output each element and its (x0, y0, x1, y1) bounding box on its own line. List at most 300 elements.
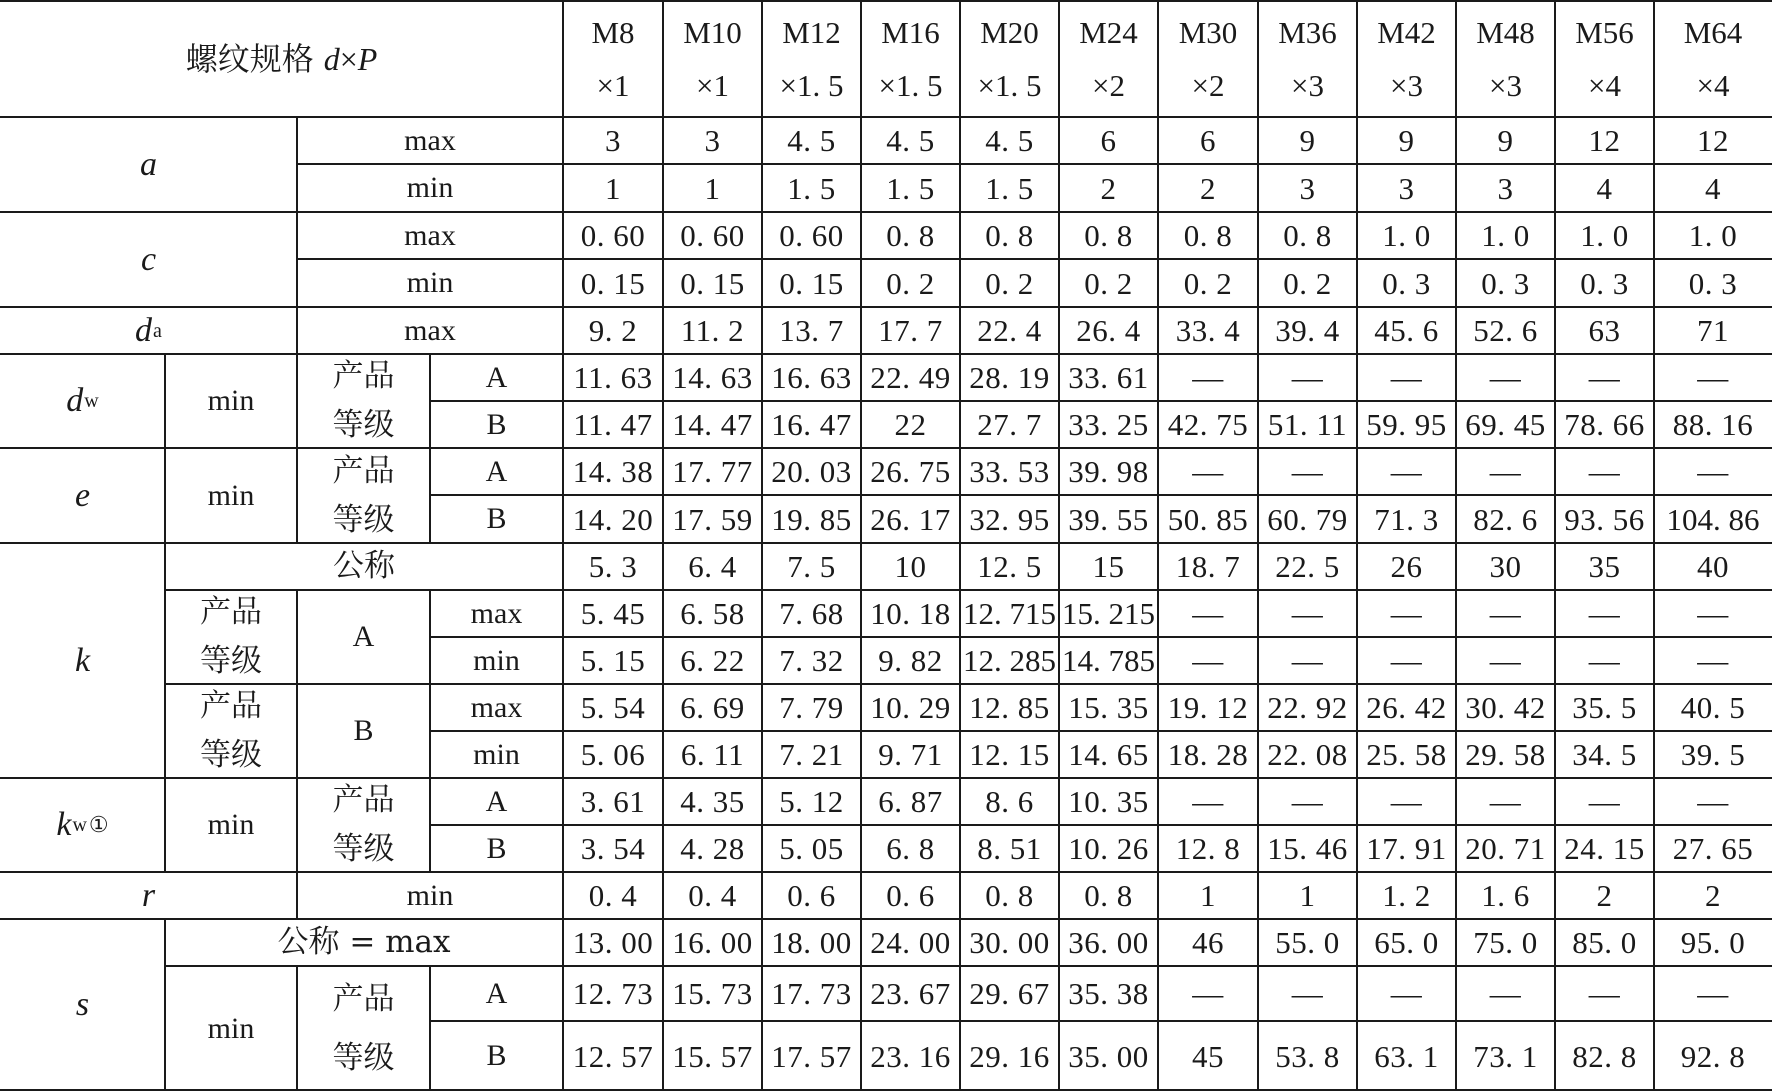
header-column (1059, 0, 1158, 117)
table-cell: 3. 54 (580, 831, 646, 866)
table-cell: 93. 56 (1564, 501, 1645, 537)
table-cell: 3 (605, 123, 621, 158)
table-cell: 0. 15 (580, 265, 646, 301)
table-cell: 46 (1192, 925, 1224, 960)
table-cell: 4. 28 (680, 831, 745, 866)
header-spec: M8 (591, 14, 635, 50)
header-spec: M20 (980, 14, 1039, 50)
header-pitch: ×3 (1291, 67, 1324, 103)
table-cell: 2 (1200, 170, 1216, 206)
table-cell: 7. 5 (787, 549, 836, 584)
table-cell: 92. 8 (1680, 1038, 1746, 1074)
header-spec: M24 (1079, 14, 1138, 50)
label-e-grade: 产品 等级 (332, 452, 395, 538)
table-cell: 14. 785 (1062, 643, 1155, 678)
table-cell: 30. 00 (969, 925, 1050, 960)
table-cell: — (1192, 454, 1224, 489)
label-dw-B: B (486, 407, 507, 441)
table-cell: — (1489, 454, 1522, 489)
table-cell: 39. 5 (1680, 737, 1746, 772)
table-cell: 0. 15 (779, 265, 844, 301)
table-cell: 78. 66 (1564, 407, 1645, 442)
header-spec: M10 (683, 14, 742, 50)
table-cell: 0. 8 (886, 218, 935, 253)
table-cell: 17. 7 (878, 313, 943, 348)
table-cell: 42. 75 (1167, 407, 1249, 442)
label-kw-min: min (207, 808, 255, 841)
table-cell: 1. 2 (1382, 878, 1431, 913)
table-cell: 4. 5 (886, 123, 935, 158)
table-cell: 5. 54 (580, 690, 646, 725)
label-dw-grade: 产品 等级 (332, 358, 395, 443)
table-cell: 63. 1 (1374, 1038, 1439, 1074)
table-cell: 24. 15 (1564, 831, 1645, 866)
label-c-max: max (404, 218, 456, 252)
header-title-times: × (339, 40, 358, 77)
table-cell: 0. 4 (688, 878, 737, 913)
table-cell: — (1489, 643, 1522, 678)
table-cell: 27. 65 (1672, 831, 1754, 866)
table-cell: 33. 4 (1175, 313, 1241, 348)
table-cell: 1 (1200, 878, 1216, 913)
label-k-A-max: max (470, 596, 523, 630)
table-cell: 1. 0 (1688, 218, 1738, 253)
table-cell: 7. 68 (779, 596, 844, 631)
label-k-grade-b: 产品 等级 (200, 688, 262, 773)
header-pitch: ×3 (1390, 67, 1423, 103)
table-cell: 52. 6 (1473, 313, 1538, 348)
label-a-max: max (404, 123, 456, 157)
table-cell: 40. 5 (1680, 690, 1746, 725)
table-cell: — (1390, 976, 1423, 1011)
table-cell: 3 (1299, 170, 1316, 206)
table-cell: 0. 2 (1084, 265, 1133, 301)
table-cell: 19. 12 (1167, 690, 1249, 725)
table-cell: 85. 0 (1572, 925, 1637, 960)
table-cell: 4. 35 (680, 784, 745, 819)
table-cell: 8. 6 (985, 784, 1034, 819)
label-s-nominal-max: 公称 = max (277, 924, 451, 960)
header-title-d: d (323, 40, 340, 77)
table-cell: 34. 5 (1572, 737, 1637, 772)
table-cell: 1. 0 (1481, 218, 1530, 253)
header-pitch: ×4 (1696, 67, 1730, 103)
table-cell: — (1390, 784, 1423, 819)
table-cell: 19. 85 (771, 501, 852, 537)
header-spec: M12 (782, 14, 841, 50)
header-column (762, 0, 861, 117)
table-cell: — (1192, 596, 1224, 631)
table-cell: 2 (1596, 878, 1613, 913)
table-cell: 26. 4 (1076, 313, 1141, 348)
table-cell: 12. 85 (969, 690, 1050, 725)
table-cell: 3. 61 (580, 784, 646, 819)
table-cell: 7. 21 (779, 737, 844, 772)
header-column (960, 0, 1059, 117)
label-dw-A: A (485, 360, 508, 394)
label-kw-symbol: k w ① (56, 806, 109, 843)
label-k-B-max: max (470, 690, 523, 724)
label-k-B: B (353, 714, 374, 747)
table-cell: 22. 49 (870, 360, 951, 395)
table-cell: 0. 3 (1382, 265, 1431, 301)
table-cell: — (1192, 360, 1224, 395)
header-spec: M48 (1476, 14, 1535, 50)
header-spec: M36 (1278, 14, 1337, 50)
table-cell: 9 (1497, 123, 1514, 158)
table-cell: 12. 285 (963, 643, 1056, 678)
table-cell: 33. 25 (1068, 407, 1149, 442)
table-cell: 26. 75 (870, 454, 951, 489)
table-cell: 33. 61 (1068, 360, 1149, 395)
table-cell: — (1697, 360, 1729, 395)
table-cell: — (1192, 784, 1224, 819)
header-spec: M30 (1178, 14, 1238, 50)
table-cell: 4 (1705, 170, 1721, 206)
table-cell: 59. 95 (1366, 407, 1447, 442)
table-cell: — (1697, 596, 1729, 631)
label-s-A: A (485, 976, 508, 1010)
table-cell: 28. 19 (969, 360, 1050, 395)
table-cell: — (1390, 454, 1423, 489)
table-cell: 14. 47 (672, 407, 753, 442)
table-cell: 0. 60 (779, 218, 844, 253)
table-cell: 39. 98 (1068, 454, 1149, 489)
header-column (663, 0, 762, 117)
table-cell: 71. 3 (1374, 501, 1439, 537)
table-cell: 5. 05 (779, 831, 844, 866)
table-cell: 30. 42 (1465, 690, 1546, 725)
table-cell: 0. 2 (886, 265, 935, 301)
table-cell: 4. 5 (787, 123, 836, 158)
header-pitch: ×1. 5 (977, 67, 1042, 103)
table-cell: — (1390, 596, 1423, 631)
table-cell: 29. 58 (1465, 737, 1546, 772)
label-da-max: max (404, 313, 456, 347)
table-cell: 0. 6 (787, 878, 836, 913)
table-cell: — (1390, 360, 1423, 395)
header-column (1456, 0, 1555, 117)
table-cell: 26. 17 (870, 501, 951, 537)
table-cell: 6. 4 (688, 549, 737, 584)
table-cell: 6 (1100, 123, 1117, 158)
table-cell: 1 (1299, 878, 1316, 913)
header-pitch: ×2 (1092, 67, 1125, 103)
label-k-grade-a: 产品 等级 (200, 594, 262, 679)
table-cell: 18. 7 (1175, 549, 1241, 584)
table-cell: 0. 60 (580, 218, 646, 253)
header-title-p: P (357, 40, 378, 77)
table-cell: 0. 3 (1481, 265, 1530, 301)
table-cell: — (1291, 643, 1324, 678)
table-cell: 5. 15 (580, 643, 646, 678)
table-cell: 12. 8 (1175, 831, 1241, 866)
table-cell: 15. 73 (672, 976, 753, 1011)
label-k-nominal: 公称 (333, 548, 395, 584)
label-e-symbol: e (74, 476, 91, 514)
table-cell: — (1588, 596, 1621, 631)
table-cell: 0. 2 (1283, 265, 1332, 301)
label-s-grade: 产品 等级 (332, 980, 395, 1076)
header-column (861, 0, 960, 117)
table-cell: 6 (1200, 123, 1216, 158)
table-cell: 16. 63 (771, 360, 852, 395)
table-cell: 1. 0 (1382, 218, 1431, 253)
header-pitch: ×4 (1588, 67, 1621, 103)
table-cell: — (1588, 976, 1621, 1011)
table-cell: 0. 4 (588, 878, 638, 913)
header-pitch: ×1 (596, 67, 630, 103)
table-cell: 65. 0 (1374, 925, 1439, 960)
table-cell: 9 (1299, 123, 1316, 158)
label-c-min: min (406, 266, 454, 299)
header-pitch: ×1. 5 (878, 67, 943, 103)
table-cell: 39. 4 (1275, 313, 1340, 348)
table-cell: 30 (1489, 549, 1522, 584)
table-cell: 9. 82 (878, 643, 943, 678)
table-cell: 17. 77 (672, 454, 753, 489)
label-dw-min: min (207, 384, 255, 417)
table-cell: 1. 5 (985, 170, 1034, 206)
table-cell: 11. 2 (680, 313, 745, 348)
table-cell: 75. 0 (1473, 925, 1538, 960)
table-cell: 3 (1497, 170, 1514, 206)
table-cell: 23. 16 (870, 1038, 951, 1074)
table-cell: 11. 63 (573, 360, 653, 395)
table-cell: 6. 11 (680, 737, 745, 772)
table-cell: 2 (1705, 878, 1721, 913)
table-cell: 10. 18 (870, 596, 951, 631)
table-cell: 39. 55 (1068, 501, 1149, 537)
header-column (1258, 0, 1357, 117)
table-cell: 5. 3 (588, 549, 638, 584)
table-cell: — (1588, 784, 1621, 819)
table-cell: — (1192, 976, 1224, 1011)
table-cell: 53. 8 (1275, 1038, 1340, 1074)
table-cell: 17. 57 (771, 1038, 852, 1074)
table-cell: 36. 00 (1068, 925, 1149, 960)
table-cell: 0. 8 (985, 218, 1034, 253)
table-cell: 35 (1588, 549, 1621, 584)
label-kw-B: B (486, 831, 507, 865)
label-s-min: min (207, 1011, 255, 1045)
table-cell: 17. 91 (1366, 831, 1447, 866)
header-column (1555, 0, 1654, 117)
table-cell: — (1588, 454, 1621, 489)
header-pitch: ×1. 5 (779, 67, 844, 103)
table-cell: 5. 12 (779, 784, 844, 819)
table-cell: 63 (1588, 313, 1621, 348)
table-cell: — (1489, 596, 1522, 631)
label-s-symbol: s (75, 986, 90, 1023)
table-cell: 60. 79 (1267, 501, 1348, 537)
table-cell: 14. 38 (572, 454, 654, 489)
table-cell: 45. 6 (1374, 313, 1439, 348)
table-cell: 15 (1092, 549, 1125, 584)
label-r-symbol: r (141, 876, 156, 914)
table-cell: 82. 8 (1572, 1038, 1637, 1074)
table-cell: 33. 53 (969, 454, 1050, 489)
table-cell: 15. 57 (672, 1038, 753, 1074)
table-cell: 12. 5 (977, 549, 1042, 584)
table-cell: 88. 16 (1672, 407, 1754, 442)
table-cell: 2 (1100, 170, 1117, 206)
table-cell: 6. 87 (878, 784, 943, 819)
label-e-min: min (207, 478, 255, 512)
table-cell: 29. 16 (969, 1038, 1050, 1074)
header-column (1158, 0, 1258, 117)
label-a-symbol: a (140, 145, 157, 183)
table-cell: 3 (704, 123, 721, 158)
table-cell: 1 (605, 170, 621, 206)
table-cell: — (1697, 976, 1729, 1011)
table-cell: 9. 71 (878, 737, 943, 772)
table-cell: 0. 8 (1084, 878, 1133, 913)
table-cell: 18. 00 (771, 925, 852, 960)
table-cell: 25. 58 (1366, 737, 1447, 772)
table-cell: 35. 5 (1572, 690, 1637, 725)
table-cell: 35. 00 (1068, 1038, 1149, 1074)
table-cell: 20. 03 (771, 454, 852, 489)
table-cell: — (1291, 454, 1324, 489)
table-cell: 3 (1398, 170, 1415, 206)
table-cell: 55. 0 (1275, 925, 1340, 960)
table-cell: 4. 5 (985, 123, 1034, 158)
header-spec: M42 (1377, 14, 1436, 50)
table-cell: 14. 65 (1068, 737, 1149, 772)
table-cell: 1. 5 (886, 170, 935, 206)
table-cell: 6. 8 (886, 831, 935, 866)
table-cell: 0. 8 (1183, 218, 1233, 253)
table-cell: 18. 28 (1167, 737, 1249, 772)
table-cell: 104. 86 (1666, 501, 1760, 537)
table-cell: 95. 0 (1680, 925, 1746, 960)
table-cell: — (1697, 454, 1729, 489)
table-cell: 17. 59 (672, 501, 753, 537)
table-cell: 1. 5 (787, 170, 836, 206)
table-cell: 14. 20 (572, 501, 654, 537)
label-r-min: min (406, 878, 454, 912)
table-cell: — (1291, 976, 1324, 1011)
table-cell: 6. 22 (680, 643, 745, 678)
table-cell: 7. 32 (779, 643, 844, 678)
table-cell: 40 (1697, 549, 1729, 584)
header-column (1357, 0, 1456, 117)
table-cell: 73. 1 (1473, 1038, 1538, 1074)
table-cell: — (1291, 596, 1324, 631)
table-cell: 22. 92 (1267, 690, 1348, 725)
table-cell: 29. 67 (969, 976, 1050, 1011)
table-cell: 26. 42 (1366, 690, 1447, 725)
table-cell: 82. 6 (1473, 501, 1538, 537)
table-cell: — (1489, 784, 1522, 819)
label-c-symbol: c (140, 240, 157, 278)
table-cell: 22. 4 (977, 313, 1042, 348)
label-kw-A: A (485, 784, 508, 818)
header-spec: M56 (1575, 14, 1634, 50)
table-cell: — (1588, 643, 1621, 678)
label-kw-grade: 产品 等级 (332, 782, 395, 867)
label-a-min: min (406, 171, 454, 204)
table-cell: 32. 95 (969, 501, 1050, 537)
table-cell: 16. 00 (672, 925, 753, 960)
table-cell: 12 (1697, 123, 1729, 158)
table-cell: 22. 5 (1275, 549, 1340, 584)
label-k-A-min: min (473, 643, 520, 677)
table-cell: 7. 79 (779, 690, 844, 725)
table-cell: 4 (1596, 170, 1613, 206)
table-cell: — (1489, 976, 1522, 1011)
header-column (563, 0, 663, 117)
table-cell: 12. 15 (969, 737, 1050, 772)
label-da-symbol: d a (135, 311, 162, 349)
label-k-symbol: k (74, 641, 91, 679)
table-cell: 45 (1192, 1038, 1224, 1074)
table-cell: — (1697, 784, 1729, 819)
header-pitch: ×2 (1191, 67, 1225, 103)
label-e-B: B (486, 502, 507, 535)
table-cell: 6. 58 (680, 596, 745, 631)
table-cell: 35. 38 (1068, 976, 1149, 1011)
header-pitch: ×1 (696, 67, 729, 103)
table-cell: 5. 45 (580, 596, 646, 631)
table-cell: 14. 63 (672, 360, 753, 395)
table-cell: — (1390, 643, 1423, 678)
label-k-A: A (352, 620, 375, 653)
table-cell: 0. 60 (680, 218, 745, 253)
label-e-A: A (485, 454, 508, 488)
table-cell: 17. 73 (771, 976, 852, 1011)
table-cell: 12. 73 (572, 976, 654, 1011)
header-column (1654, 0, 1772, 117)
table-cell: 0. 8 (1084, 218, 1133, 253)
table-cell: 0. 2 (985, 265, 1034, 301)
table-cell: — (1192, 643, 1224, 678)
table-cell: — (1291, 360, 1324, 395)
table-cell: 10. 29 (870, 690, 951, 725)
table-cell: 5. 06 (580, 737, 646, 772)
table-cell: 10 (894, 549, 927, 584)
header-spec: M64 (1683, 14, 1743, 50)
table-cell: — (1588, 360, 1621, 395)
table-cell: 71 (1697, 313, 1729, 348)
table-cell: 26 (1390, 549, 1423, 584)
table-cell: — (1489, 360, 1522, 395)
table-cell: 51. 11 (1267, 407, 1348, 442)
table-cell: 10. 26 (1068, 831, 1149, 866)
table-cell: 0. 3 (1580, 265, 1629, 301)
table-cell: 0. 8 (1283, 218, 1332, 253)
table-cell: 15. 46 (1267, 831, 1348, 866)
table-cell: 1. 6 (1481, 878, 1530, 913)
table-cell: 27. 7 (977, 407, 1042, 442)
table-cell: 20. 71 (1465, 831, 1546, 866)
table-cell: 0. 6 (886, 878, 935, 913)
table-cell: 15. 35 (1068, 690, 1149, 725)
label-dw-symbol: d w (66, 382, 99, 419)
table-cell: 15. 215 (1062, 596, 1155, 631)
table-cell: 1. 0 (1580, 218, 1629, 253)
table-cell: 10. 35 (1068, 784, 1149, 819)
table-cell: — (1291, 784, 1324, 819)
table-cell: 24. 00 (870, 925, 951, 960)
table-cell: 0. 2 (1183, 265, 1233, 301)
table-cell: 13. 00 (572, 925, 654, 960)
table-cell: 12. 57 (572, 1038, 654, 1074)
table-cell: 23. 67 (870, 976, 951, 1011)
table-cell: 22. 08 (1267, 737, 1348, 772)
table-cell: 12 (1588, 123, 1621, 158)
